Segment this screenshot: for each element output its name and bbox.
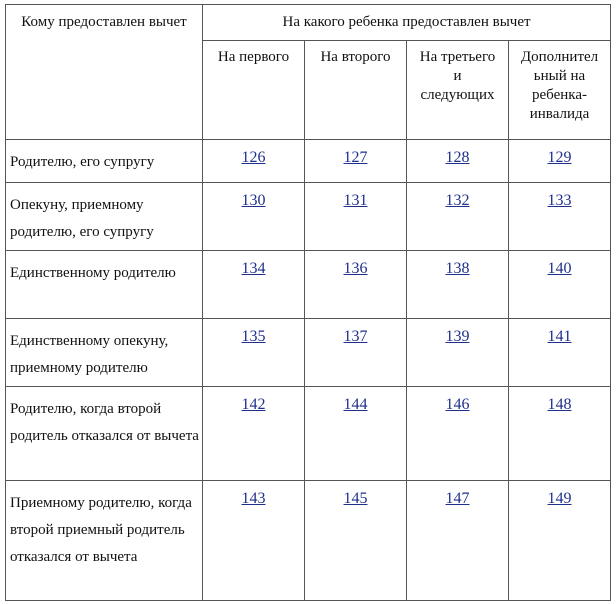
row-label: Единственному родителю bbox=[6, 251, 203, 319]
col-header-disabled bbox=[509, 41, 611, 140]
row-label: Единственному опекуну, приемному родителю bbox=[6, 319, 203, 387]
row-label: Родителю, его супругу bbox=[6, 140, 203, 183]
col-header-first bbox=[203, 41, 305, 140]
table-row bbox=[6, 140, 611, 183]
col-header-first-label: На первого bbox=[217, 49, 290, 65]
code-link[interactable]: 148 bbox=[547, 396, 572, 413]
code-link[interactable]: 139 bbox=[445, 328, 470, 345]
row-label: Приемному родителю, когда второй приемный родитель отказался от вычета bbox=[6, 481, 203, 601]
code-link[interactable]: 128 bbox=[445, 149, 470, 166]
code-link[interactable]: 138 bbox=[445, 260, 470, 277]
table-row bbox=[6, 251, 611, 319]
code-link[interactable]: 136 bbox=[343, 260, 368, 277]
code-link[interactable]: 143 bbox=[241, 490, 266, 507]
recipient-header: Кому предоставлен вычет bbox=[6, 5, 203, 140]
deduction-codes-table bbox=[5, 4, 611, 601]
col-header-disabled-label: Дополнител ьный на ребенка- инвалида bbox=[520, 49, 599, 122]
code-link[interactable]: 149 bbox=[547, 490, 572, 507]
code-link[interactable]: 134 bbox=[241, 260, 266, 277]
code-link[interactable]: 129 bbox=[547, 149, 572, 166]
code-link[interactable]: 141 bbox=[547, 328, 572, 345]
header-row bbox=[6, 5, 611, 41]
row-label: Опекуну, приемному родителю, его супругу bbox=[6, 183, 203, 251]
code-link[interactable]: 130 bbox=[241, 192, 266, 209]
col-header-second-label: На второго bbox=[320, 49, 391, 65]
code-link[interactable]: 144 bbox=[343, 396, 368, 413]
table-row bbox=[6, 183, 611, 251]
code-link[interactable]: 142 bbox=[241, 396, 266, 413]
col-header-third bbox=[407, 41, 509, 140]
table-row bbox=[6, 387, 611, 481]
child-group-header: На какого ребенка предоставлен вычет bbox=[203, 5, 611, 41]
code-link[interactable]: 132 bbox=[445, 192, 470, 209]
code-link[interactable]: 140 bbox=[547, 260, 572, 277]
code-link[interactable]: 135 bbox=[241, 328, 266, 345]
col-header-second bbox=[305, 41, 407, 140]
table-row bbox=[6, 319, 611, 387]
code-link[interactable]: 126 bbox=[241, 149, 266, 166]
row-label: Родителю, когда второй родитель отказался от вычета bbox=[6, 387, 203, 481]
code-link[interactable]: 137 bbox=[343, 328, 368, 345]
code-link[interactable]: 131 bbox=[343, 192, 368, 209]
col-header-third-label: На третьего и следующих bbox=[419, 49, 496, 103]
table-row bbox=[6, 481, 611, 601]
code-link[interactable]: 133 bbox=[547, 192, 572, 209]
code-link[interactable]: 127 bbox=[343, 149, 368, 166]
code-link[interactable]: 145 bbox=[343, 490, 368, 507]
code-link[interactable]: 147 bbox=[445, 490, 470, 507]
code-link[interactable]: 146 bbox=[445, 396, 470, 413]
